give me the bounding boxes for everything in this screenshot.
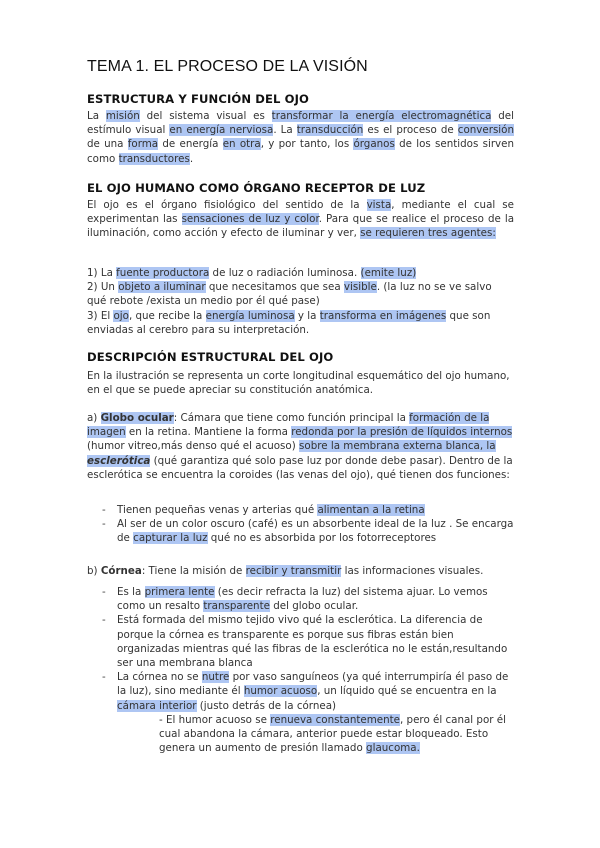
heading-estructura: ESTRUCTURA Y FUNCIÓN DEL OJO: [87, 92, 309, 106]
highlighted-text: formación de la imagen: [87, 412, 490, 439]
text-run: del globo ocular.: [269, 600, 359, 613]
text-run: Córnea: [100, 565, 142, 577]
text-run: de los sentidos sirven como: [87, 138, 515, 165]
highlighted-text: forma: [127, 138, 159, 151]
text-run: Al ser de un color oscuro (café) es un absorbente ideal de la luz . Se encarga de: [117, 518, 514, 545]
highlighted-text: transformar la energía electromagnética: [271, 110, 492, 122]
text-run: El ojo es el órgano fisiológico del sentido de la: [87, 199, 367, 211]
list-item: [87, 585, 514, 613]
text-run: . Para que se realice el proceso de la iluminación, como acción y efecto de iluminar y ver,: [87, 213, 515, 240]
text-run: , y por tanto, los: [260, 138, 354, 151]
cornea-list: [87, 585, 514, 755]
text-run: (justo detrás de la córnea): [196, 699, 337, 712]
highlighted-text: visible: [343, 281, 377, 294]
text-run: que son enviadas al cerebro para su interpretación.: [87, 309, 491, 336]
text-run: . La: [273, 124, 297, 137]
text-run: que necesitamos que sea: [205, 281, 344, 294]
text-run: La córnea no se: [117, 671, 202, 684]
text-run: del sistema visual es: [139, 110, 272, 122]
highlighted-text: cámara interior: [117, 699, 197, 712]
text-run: Está formada del mismo tejido vivo qué la esclerótica. La diferencia de porque la córnea es transparente es porque sus fibras están bien organizadas mientras qué las fibras de la esclerótica no le están,resultando ser una membrana blanca: [117, 614, 508, 670]
list-item: [87, 503, 514, 517]
text-run: del estímulo visual: [87, 110, 514, 137]
text-run: de una: [87, 138, 128, 151]
text-run: 1) La: [87, 267, 117, 279]
list-item: [87, 670, 514, 713]
highlighted-text: transforma en imágenes: [319, 309, 447, 322]
globo-ocular-list: [87, 503, 514, 546]
agent-item-3: [87, 309, 514, 337]
highlighted-text: se requieren tres agentes:: [360, 227, 496, 240]
agents-list: [87, 266, 514, 337]
list-subitem: [87, 713, 514, 756]
highlighted-text: nutre: [201, 671, 230, 684]
text-run: , un líquido qué se encuentra en la: [317, 685, 497, 698]
text-run: de energía: [158, 138, 223, 151]
text-run: : Cámara que tiene como función principal la: [173, 412, 410, 424]
text-run: por vaso sanguíneos (ya qué interrumpiría él paso de la luz), sino mediante él: [117, 671, 509, 698]
text-run: Tienen pequeñas venas y arterias qué: [117, 504, 318, 516]
highlighted-text: alimentan a la retina: [317, 504, 425, 516]
highlighted-text: esclerótica: [87, 454, 151, 467]
highlighted-text: renueva constantemente: [270, 713, 401, 726]
text-run: , mediante el cual se experimentan las: [87, 199, 514, 226]
highlighted-text: fuente productora: [116, 267, 210, 279]
paragraph-globo-ocular: [87, 411, 514, 482]
list-item: [87, 517, 514, 545]
highlighted-text: glaucoma.: [366, 742, 420, 755]
heading-descripcion: DESCRIPCIÓN ESTRUCTURAL DEL OJO: [87, 350, 334, 364]
highlighted-text: sobre la membrana externa blanca, la: [299, 440, 496, 453]
highlighted-text: capturar la luz: [133, 532, 208, 545]
highlighted-text: (emite luz): [360, 267, 417, 279]
highlighted-text: energía luminosa: [205, 309, 295, 322]
highlighted-text: primera lente: [144, 586, 215, 598]
text-run: La: [87, 110, 106, 122]
text-run: . (la luz no se ve salvo qué rebote /exista un medio por él qué pase): [87, 281, 492, 308]
text-run: es el proceso de: [363, 124, 458, 137]
highlighted-text: transducción: [296, 124, 364, 137]
text-run: (qué garantiza qué solo pase luz por donde debe pasar). Dentro de la esclerótica se encuentra la coroides (las venas del ojo), qué tienen dos funciones:: [87, 454, 513, 481]
heading-ojo-receptor: EL OJO HUMANO COMO ÓRGANO RECEPTOR DE LUZ: [87, 181, 426, 195]
text-run: (humor vitreo,más denso qué el acuoso): [87, 440, 300, 453]
highlighted-text: objeto a iluminar: [118, 281, 206, 294]
text-run: (es decir refracta la luz) del sistema ajuar. Lo vemos como un resalto: [117, 586, 488, 613]
highlighted-text: transductores: [118, 152, 190, 165]
paragraph-ojo-receptor: [87, 198, 514, 241]
paragraph-cornea: [87, 564, 514, 578]
highlighted-text: órganos: [353, 138, 395, 151]
highlighted-text: recibir y transmitir: [245, 565, 342, 577]
text-run: , que recibe la: [128, 309, 206, 322]
list-item: [87, 613, 514, 670]
text-run: .: [189, 152, 194, 165]
highlighted-text: vista: [366, 199, 392, 211]
highlighted-text: ojo: [113, 309, 129, 322]
highlighted-text: misión: [105, 110, 140, 122]
highlighted-text: transparente: [203, 600, 270, 613]
text-run: - El humor acuoso se: [159, 713, 271, 726]
text-run: 3) El: [87, 309, 114, 322]
highlighted-text: en otra: [222, 138, 261, 151]
agent-item-2: [87, 280, 514, 308]
text-run: b): [87, 565, 101, 577]
paragraph-descripcion-intro: En la ilustración se representa un corte longitudinal esquemático del ojo humano, en el que se puede apreciar su constitución anatómica.: [87, 370, 510, 397]
text-run: : Tiene la misión de: [141, 565, 246, 577]
text-run: 2) Un: [87, 281, 119, 294]
highlighted-text: humor acuoso: [243, 685, 318, 698]
highlighted-text: en energía nerviosa: [169, 124, 274, 137]
text-run: Es la: [117, 586, 145, 598]
text-run: en la retina. Mantiene la forma: [125, 426, 292, 439]
paragraph-estructura: [87, 109, 514, 166]
highlighted-text: Globo ocular: [100, 412, 174, 424]
highlighted-text: sensaciones de luz y color: [181, 213, 319, 226]
text-run: las informaciones visuales.: [341, 565, 484, 577]
highlighted-text: conversión: [457, 124, 514, 137]
agent-item-1: [87, 266, 514, 280]
text-run: de luz o radiación luminosa.: [209, 267, 361, 279]
text-run: y la: [294, 309, 320, 322]
highlighted-text: redonda por la presión de líquidos internos: [291, 426, 513, 439]
text-run: qué no es absorbida por los fotorreceptores: [207, 532, 437, 545]
document-title: TEMA 1. EL PROCESO DE LA VISIÓN: [87, 58, 368, 75]
text-run: a): [87, 412, 101, 424]
text-run: , pero él canal por él cual abandona la cámara, anterior puede estar bloqueado. Esto genera un aumento de presión llamado: [159, 713, 506, 755]
